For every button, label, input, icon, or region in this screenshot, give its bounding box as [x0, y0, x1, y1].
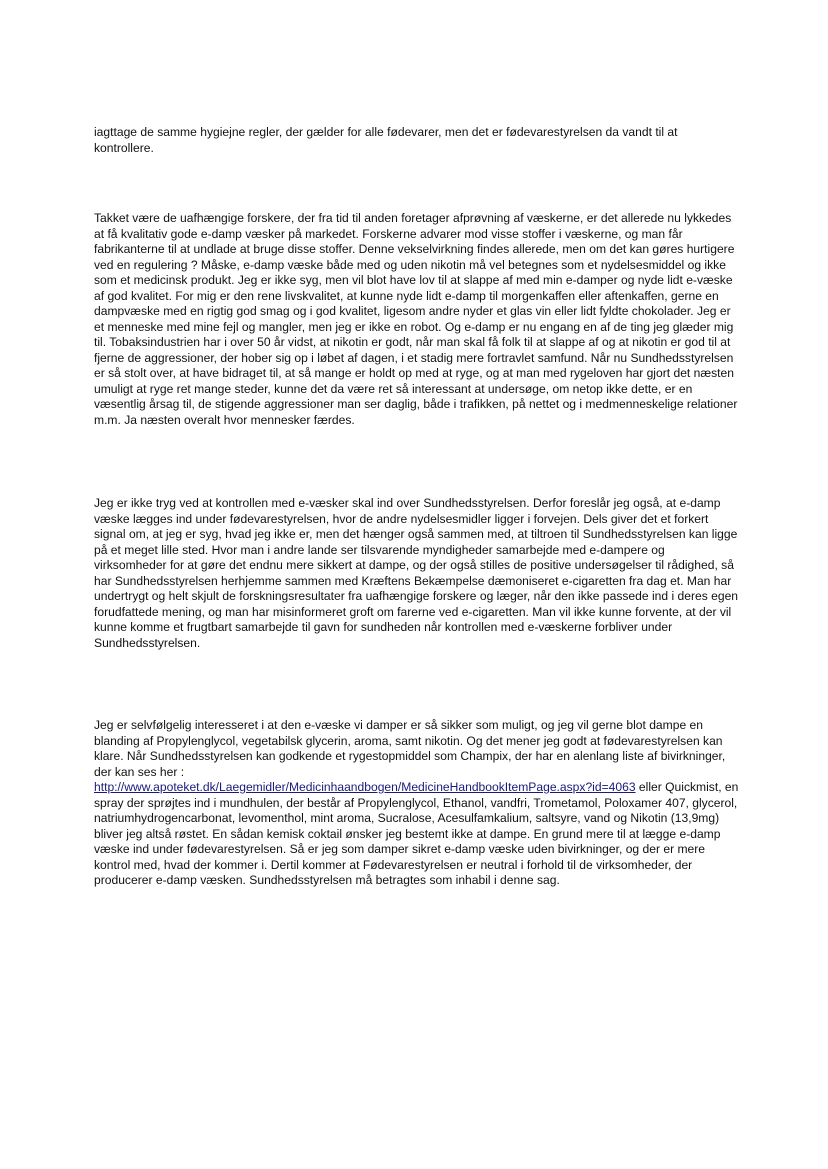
paragraph-text-before-link: Jeg er selvfølgelig interesseret i at den e-væske vi damper er så sikker som muligt, og jeg vil gerne blot dampe en blanding af Propylenglycol, vegetabilsk glycerin, aroma, samt nikotin. Og det mener jeg godt at fødevarestyrelsen kan klare. Når Sundhedsstyrelsen kan godkende et rygestopmiddel som Champix, der har en alenlang liste af bivirkninger, der kan ses her :: [94, 718, 726, 779]
apoteket-link[interactable]: http://www.apoteket.dk/Laegemidler/Medicinhaandbogen/MedicineHandbookItemPage.aspx?id=4063: [94, 780, 636, 794]
paragraph-hygiene: iagttage de samme hygiejne regler, der gælder for alle fødevarer, men det er fødevarestyrelsen da vandt til at kontrollere.: [94, 125, 678, 155]
paragraph-researchers: Takket være de uafhængige forskere, der fra tid til anden foretager afprøvning af væskerne, er det allerede nu lykkedes at få kvalitativ gode e-damp væsker på markedet. Forskerne advarer mod visse stoffer i væskerne, og man får fabrikanterne til at undlade at bruge disse stoffer. Denne vekselvirkning findes allerede, men om det kan gøres hurtigere ved en regulering ? Måske, e-damp væske både med og uden nikotin må vel betegnes som et nydelsesmiddel og ikke som et medicinsk produkt. Jeg er ikke syg, men vil blot have lov til at slappe af med min e-damper og nyde lidt e-væske af god kvalitet. For mig er den rene livskvalitet, at kunne nyde lidt e-damp til morgenkaffen eller aftenkaffen, gerne en dampvæske med en rigtig god smag og i god kvalitet, ligesom andre nyder et glas vin eller lidt fyldte chokolader. Jeg er et menneske med mine fejl og mangler, men jeg er ikke en robot. Og e-damp er nu engang en af de ting jeg glæder mig til. Tobaksindustrien har i over 50 år vidst, at nikotin er godt, når man skal få folk til at slappe af og at nikotin er god til at fjerne de aggressioner, der hober sig op i løbet af dagen, i et stadig mere fortravlet samfund. Når nu Sundhedsstyrelsen er så stolt over, at have bidraget til, at så mange er holdt op med at ryge, og at man med rygeloven har gjort det næsten umuligt at ryge ret mange steder, kunne det da være ret så interessant at undersøge, om netop ikke dette, er en væsentlig årsag til, de stigende aggressioner man ser daglig, både i trafikken, på nettet og i medmenneskelige relationer m.m. Ja næsten overalt hvor mennesker færdes.: [94, 211, 738, 427]
paragraph-text-after-link: eller Quickmist, en spray der sprøjtes ind i mundhulen, der består af Propylenglycol, Ethanol, vandfri, Trometamol, Poloxamer 407, glycerol, natriumhydrogencarbonat, levomenthol, mint aroma, Sucralose, Acesulfamkalium, saltsyre, vand og Nikotin (13,9mg) bliver jeg altså røstet. En sådan kemisk coktail ønsker jeg bestemt ikke at dampe. En grund mere til at lægge e-damp væske ind under fødevarestyrelsen. Så er jeg som damper sikret e-damp væske uden bivirkninger, og der er mere kontrol med, hvad der kommer i. Dertil kommer at Fødevarestyrelsen er neutral i forhold til de virksomheder, der producerer e-damp væsken. Sundhedsstyrelsen må betragtes som inhabil i denne sag.: [94, 780, 739, 887]
paragraph-sundhedsstyrelsen-control: Jeg er ikke tryg ved at kontrollen med e-væsker skal ind over Sundhedsstyrelsen. Derfor foreslår jeg også, at e-damp væske lægges ind under fødevarestyrelsen, hvor de andre nydelsesmidler ligger i forvejen. Dels giver det et forkert signal om, at jeg er syg, hvad jeg ikke er, men det hænger også sammen med, at tiltroen til Sundhedsstyrelsen kan ligge på et meget lille sted. Hvor man i andre lande ser tilsvarende myndigheder samarbejde med e-dampere og virksomheder for at gøre det endnu mere sikkert at dampe, og der også stilles de positive undersøgelser til rådighed, så har Sundhedsstyrelsen herhjemme sammen med Kræftens Bekæmpelse dæmoniseret e-cigaretten fra dag et. Man har undertrygt og helt skjult de forskningsresultater fra uafhængige forskere og læger, når den ikke passede ind i deres egen forudfattede mening, og man har misinformeret groft om farerne ved e-cigaretten. Man vil ikke kunne forvente, at der vil kunne komme et frugtbart samarbejde til gavn for sundheden når kontrollen med e-væskerne forbliver under Sundhedsstyrelsen.: [94, 496, 739, 650]
paragraph-safety-ingredients: [94, 718, 739, 889]
